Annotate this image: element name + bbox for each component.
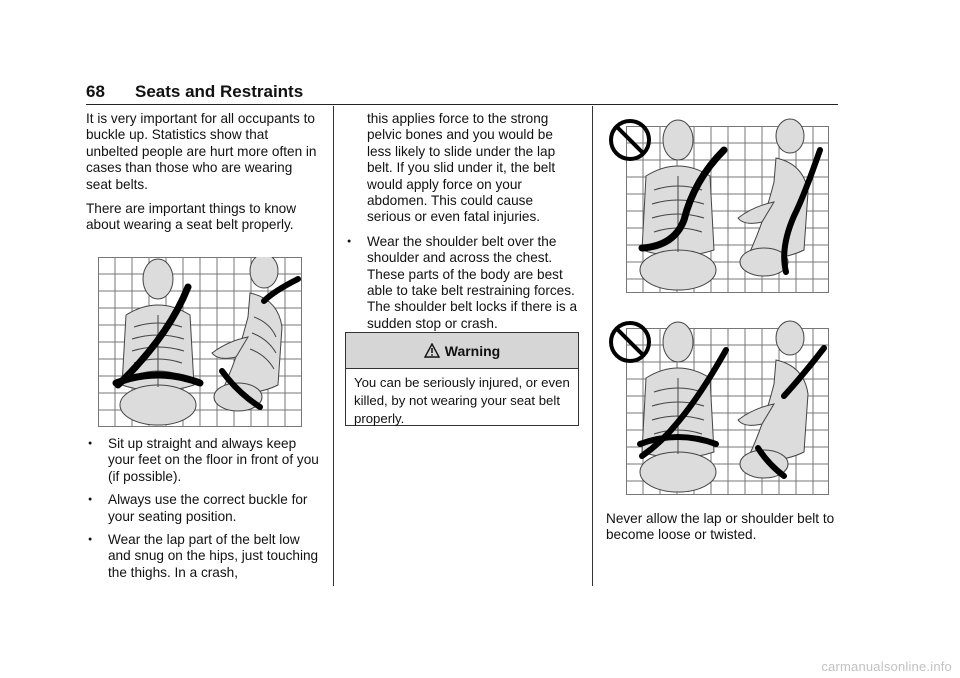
figure-caption: Never allow the lap or shoulder belt to become loose or twisted. (606, 511, 835, 543)
correct-seat-belt-figure (98, 257, 302, 427)
intro-paragraph-2: There are important things to know about wearing a seat belt properly. (86, 201, 297, 233)
section-title: Seats and Restraints (135, 82, 304, 101)
page-header (86, 82, 838, 105)
incorrect-belt-figure-2 (608, 318, 830, 496)
column-divider (333, 106, 334, 586)
bullet-icon: ● (88, 440, 93, 447)
column-1 (86, 111, 320, 242)
intro-paragraph: It is very important for all occupants to buckle up. Statistics show that unbelted people are hurt more often in cases than those who are wearing seat belts. (86, 111, 317, 192)
bullet-icon: ● (88, 536, 93, 544)
list-item: ● Always use the correct buckle for your seating position. (88, 492, 308, 524)
column-2 (345, 111, 579, 339)
column-divider (592, 106, 593, 586)
list-item: ● Wear the shoulder belt over the shoulder and across the chest. These parts of the body are best able to take belt restraining forces. The shoulder belt locks if there is a sudden stop or crash. (347, 233, 578, 331)
warning-box (345, 332, 579, 426)
bullet-icon: ● (347, 237, 352, 245)
warning-body: You can be seriously injured, or even killed, by not wearing your seat belt properly. (354, 375, 570, 426)
page-number: 68 (86, 82, 105, 101)
list-item: ● Sit up straight and always keep your feet on the floor in front of you (if possible). (88, 436, 319, 484)
watermark: carmanualsonline.info (821, 659, 952, 674)
continuation-paragraph: this applies force to the strong pelvic bones and you would be less likely to slide under the lap belt. If you slid under it, the belt would apply force on your abdomen. This could cause serious or even fatal injuries. (367, 111, 556, 225)
column-3 (606, 511, 840, 552)
warning-triangle-icon (424, 343, 440, 358)
warning-header (346, 333, 578, 369)
list-item: ● Wear the lap part of the belt low and snug on the hips, just touching the thighs. In a crash, (88, 532, 319, 580)
bullet-icon: ● (88, 496, 93, 504)
warning-title: Warning (444, 342, 501, 359)
column-1-bullets (86, 436, 320, 588)
incorrect-belt-figure-1 (608, 116, 830, 294)
